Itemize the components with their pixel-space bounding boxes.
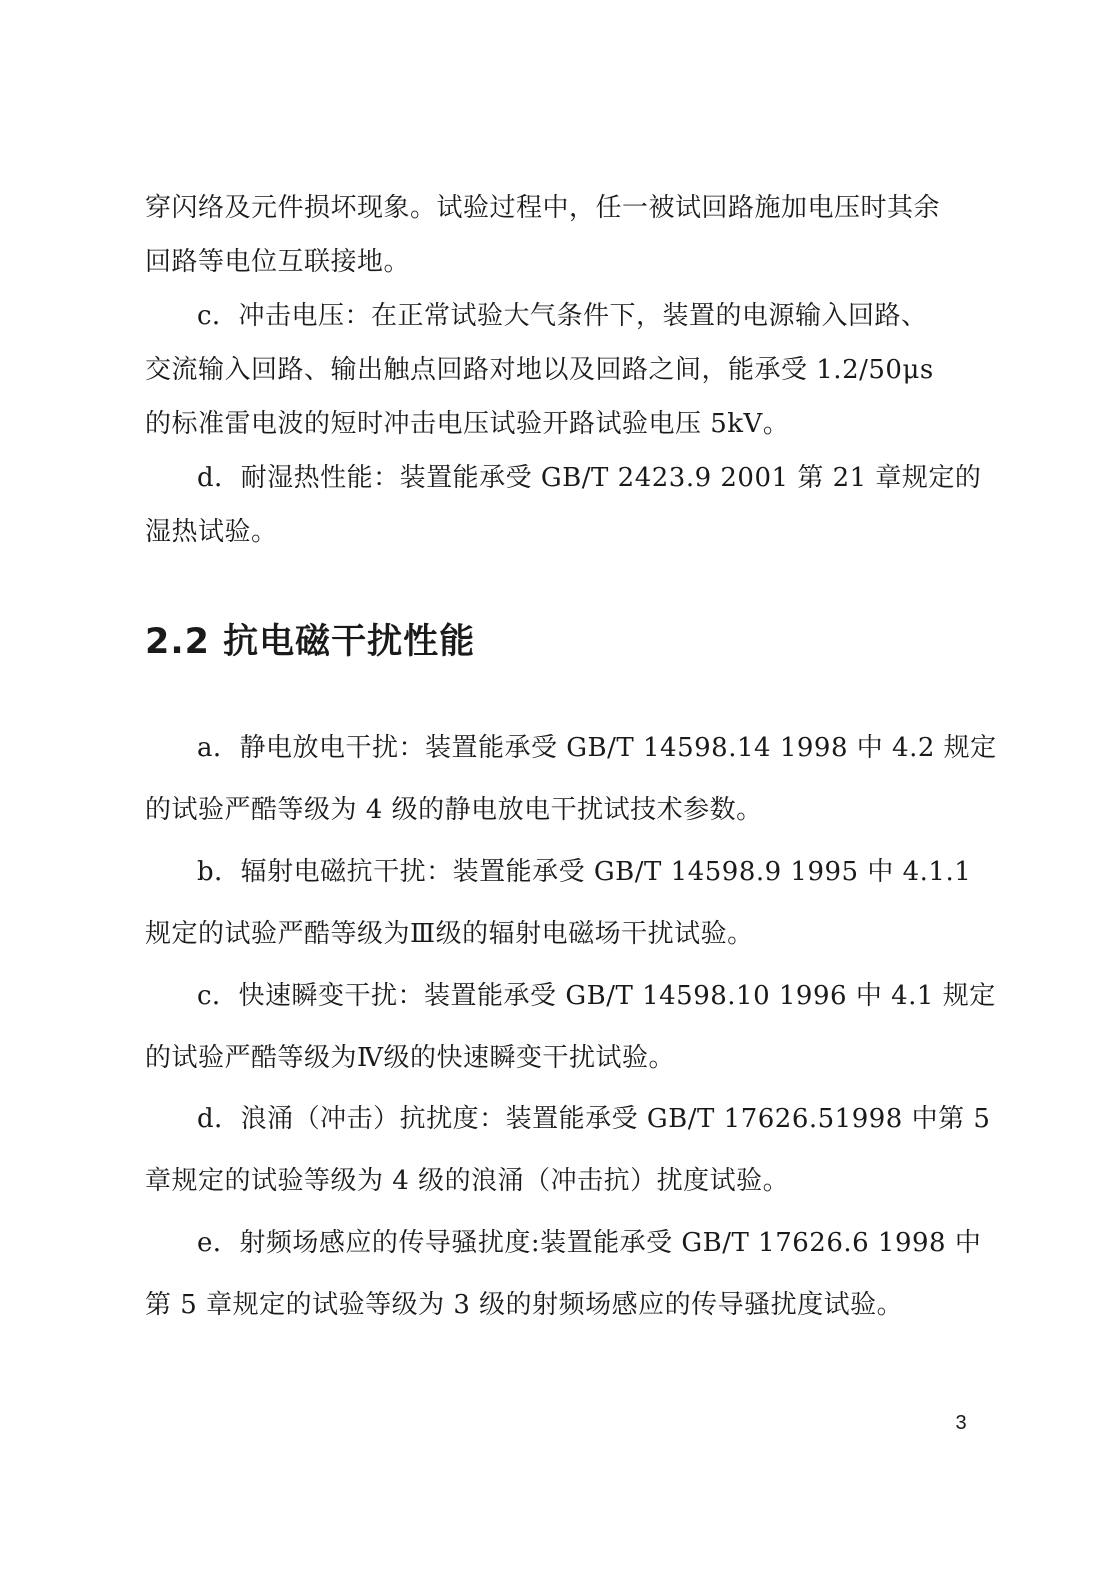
- body-text-line: 穿闪络及元件损坏现象。试验过程中，任一被试回路施加电压时其余: [145, 193, 941, 223]
- list-item-line: 章规定的试验等级为 4 级的浪涌（冲击抗）扰度试验。: [145, 1166, 790, 1196]
- list-item-line: d．浪涌（冲击）抗扰度：装置能承受 GB/T 17626.51998 中第 5: [197, 1104, 991, 1134]
- body-text-line: d．耐湿热性能：装置能承受 GB/T 2423.9 2001 第 21 章规定的: [197, 463, 982, 493]
- list-item-line: 第 5 章规定的试验等级为 3 级的射频场感应的传导骚扰度试验。: [145, 1290, 904, 1320]
- body-text-line: c．冲击电压：在正常试验大气条件下，装置的电源输入回路、: [197, 301, 928, 331]
- list-item-line: b．辐射电磁抗干扰：装置能承受 GB/T 14598.9 1995 中 4.1.1: [197, 857, 972, 887]
- list-item-line: 的试验严酷等级为Ⅳ级的快速瞬变干扰试验。: [145, 1043, 675, 1073]
- page-number: 3: [955, 1412, 967, 1434]
- body-text-line: 回路等电位互联接地。: [145, 247, 411, 277]
- body-text-line: 交流输入回路、输出触点回路对地以及回路之间，能承受 1.2/50μs: [145, 355, 934, 385]
- list-item-line: c．快速瞬变干扰：装置能承受 GB/T 14598.10 1996 中 4.1 规定: [197, 981, 996, 1011]
- list-item-line: 规定的试验严酷等级为Ⅲ级的辐射电磁场干扰试验。: [145, 919, 754, 949]
- section-heading: 2.2 抗电磁干扰性能: [145, 622, 476, 662]
- body-text-line: 湿热试验。: [145, 517, 278, 547]
- list-item-line: a．静电放电干扰：装置能承受 GB/T 14598.14 1998 中 4.2 规定: [197, 733, 997, 763]
- body-text-line: 的标准雷电波的短时冲击电压试验开路试验电压 5kV。: [145, 409, 790, 439]
- list-item-line: e．射频场感应的传导骚扰度:装置能承受 GB/T 17626.6 1998 中: [197, 1228, 982, 1258]
- list-item-line: 的试验严酷等级为 4 级的静电放电干扰试技术参数。: [145, 795, 763, 825]
